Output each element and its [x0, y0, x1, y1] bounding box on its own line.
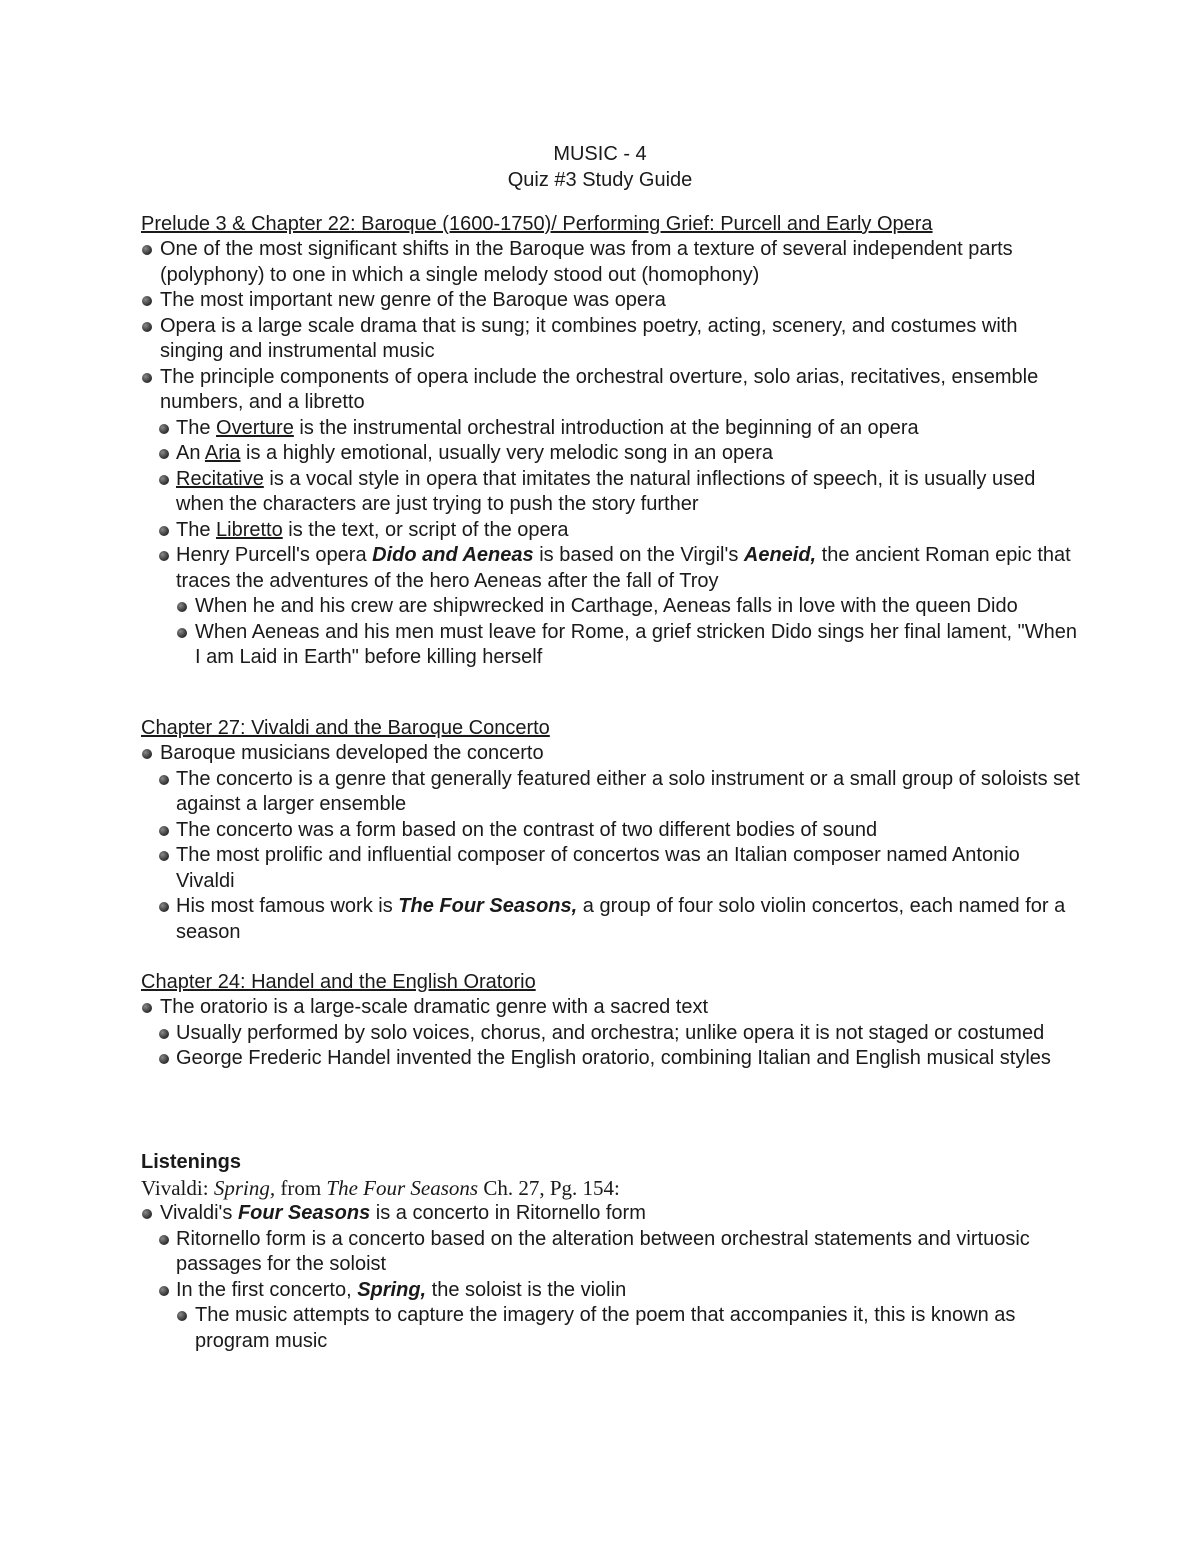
title-block [0, 141, 1200, 193]
text-fragment: Henry Purcell's opera [176, 544, 373, 566]
list-item: The most prolific and influential composer of concertos was an Italian composer named Antonio Vivaldi [141, 843, 1081, 894]
text-fragment: Vivaldi: [141, 1176, 214, 1200]
term-aria: Aria [204, 442, 241, 464]
text-fragment: a group of four solo violin concertos, each named for a season [176, 895, 1066, 943]
document-subtitle: Quiz #3 Study Guide [507, 169, 693, 191]
list-item [141, 467, 1081, 518]
list-item: George Frederic Handel invented the English oratorio, combining Italian and English musical styles [141, 1046, 1081, 1072]
section-heading: Chapter 24: Handel and the English Oratorio [141, 971, 536, 993]
list-item [141, 543, 1081, 594]
text-fragment: The [176, 416, 217, 439]
text-fragment: the soloist is the violin [426, 1278, 627, 1301]
listenings-heading: Listenings [141, 1151, 242, 1173]
list-item: Opera is a large scale drama that is sung; it combines poetry, acting, scenery, and costumes with singing and instrumental music [141, 314, 1081, 365]
list-item: The concerto is a genre that generally featured either a solo instrument or a small group of soloists set against a larger ensemble [141, 767, 1081, 818]
work-title: Spring, [213, 1176, 276, 1200]
list-item [141, 894, 1081, 945]
text-fragment: The [176, 518, 217, 541]
text-fragment: is the text, or script of the opera [282, 518, 569, 541]
text-fragment: An [176, 442, 205, 464]
text-fragment: In the first concerto, [176, 1278, 358, 1301]
list-item: Baroque musicians developed the concerto [141, 741, 1081, 767]
term-libretto: Libretto [216, 518, 283, 541]
text-fragment: is a vocal style in opera that imitates the natural inflections of speech, it is usually used when the characters are just trying to push the story further [176, 467, 1036, 515]
section-listenings [141, 1149, 1081, 1354]
section-heading: Chapter 27: Vivaldi and the Baroque Concerto [141, 717, 550, 739]
text-fragment: from [275, 1176, 327, 1200]
list-item: The music attempts to capture the imagery of the poem that accompanies it, this is known as program music [141, 1303, 1081, 1354]
section-baroque-opera [141, 211, 1081, 671]
work-title: The Four Seasons [326, 1176, 479, 1200]
list-item: When he and his crew are shipwrecked in Carthage, Aeneas falls in love with the queen Dido [141, 594, 1081, 620]
text-fragment: is a highly emotional, usually very melodic song in an opera [240, 442, 774, 464]
section-heading: Prelude 3 & Chapter 22: Baroque (1600-1750)/ Performing Grief: Purcell and Early Opera [141, 213, 933, 235]
section-vivaldi-concerto [141, 715, 1081, 945]
list-item: The concerto was a form based on the contrast of two different bodies of sound [141, 818, 1081, 844]
bullet-list [141, 1201, 1081, 1354]
list-item: One of the most significant shifts in the Baroque was from a texture of several independent parts (polyphony) to one in which a single melody stood out (homophony) [141, 237, 1081, 288]
bullet-list [141, 741, 1081, 945]
term-overture: Overture [216, 416, 294, 439]
list-item [141, 416, 1081, 442]
text-fragment: is the instrumental orchestral introduction at the beginning of an opera [293, 416, 919, 439]
text-fragment: Ch. 27, Pg. 154: [478, 1176, 620, 1200]
list-item: Usually performed by solo voices, chorus, and orchestra; unlike opera it is not staged or costumed [141, 1021, 1081, 1047]
course-title: MUSIC - 4 [553, 143, 647, 165]
text-fragment: the ancient Roman epic that traces the adventures of the hero Aeneas after the fall of Troy [176, 544, 1071, 592]
work-title: The Four Seasons, [398, 895, 578, 917]
text-fragment: is based on the Virgil's [533, 544, 744, 566]
work-title: Aeneid, [743, 544, 817, 566]
bullet-list [141, 237, 1081, 671]
list-item [141, 1278, 1081, 1304]
list-item: The most important new genre of the Baroque was opera [141, 288, 1081, 314]
list-item [141, 441, 1081, 467]
list-item: Ritornello form is a concerto based on the alteration between orchestral statements and virtuosic passages for the soloist [141, 1227, 1081, 1278]
term-recitative: Recitative [176, 467, 264, 490]
text-fragment: is a concerto in Ritornello form [370, 1202, 646, 1224]
list-item: The principle components of opera include the orchestral overture, solo arias, recitatives, ensemble numbers, and a libretto [141, 365, 1081, 416]
bullet-list [141, 995, 1081, 1072]
work-title: Dido and Aeneas [372, 544, 534, 566]
list-item [141, 518, 1081, 544]
list-item [141, 1201, 1081, 1227]
listening-title [141, 1175, 1081, 1201]
text-fragment: His most famous work is [176, 895, 399, 917]
list-item: When Aeneas and his men must leave for Rome, a grief stricken Dido sings her final lament, "When I am Laid in Earth" before killing herself [141, 620, 1081, 671]
work-title: Four Seasons [237, 1202, 371, 1224]
work-title: Spring, [357, 1278, 427, 1301]
list-item: The oratorio is a large-scale dramatic genre with a sacred text [141, 995, 1081, 1021]
section-handel-oratorio [141, 969, 1081, 1072]
text-fragment: Vivaldi's [160, 1202, 238, 1224]
